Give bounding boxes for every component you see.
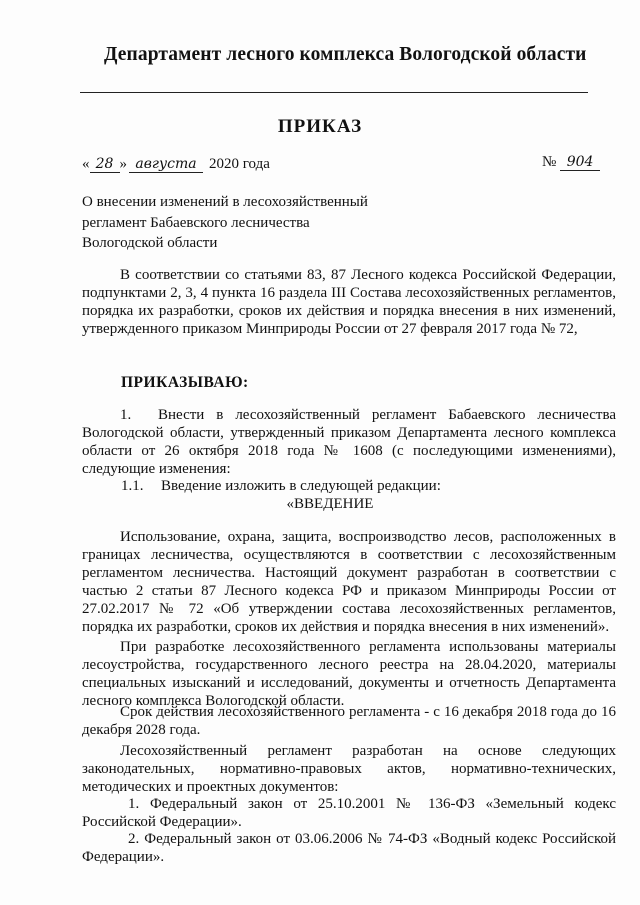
date-quote-open: «	[82, 156, 90, 172]
item-1-1-paragraph	[121, 478, 441, 495]
handwritten-day: 28	[90, 157, 120, 173]
item-1-text: Внести в лесохозяйственный регламент Бабаевского лесничества Вологодской области, утвержденный приказом Департамента лесного комплекса области от 26 октября 2018 года № 1608 (с последующими изменениями), следующие изменения:	[82, 407, 616, 477]
header-divider	[80, 92, 588, 93]
item-1-number: 1.	[120, 407, 132, 423]
department-name: Департамент лесного комплекса Вологодской области	[104, 44, 587, 65]
subject-line: регламент Бабаевского лесничества	[82, 214, 310, 231]
subject-line: Вологодской области	[82, 235, 218, 251]
intro-paragraph-2: При разработке лесохозяйственного регламента использованы материалы лесоустройства, государственного лесного реестра на 28.04.2020, материалы специальных изысканий и исследований, документы и отчетность Департамента лесного комплекса Вологодской области.	[82, 639, 616, 709]
legal-basis-item-2: 2. Федеральный закон от 03.06.2006 № 74-ФЗ «Водный кодекс Российской Федерации».	[82, 831, 616, 865]
date-year: 2020 года	[209, 156, 270, 172]
order-directive: ПРИКАЗЫВАЮ:	[121, 374, 249, 391]
handwritten-number: 904	[560, 155, 600, 171]
subject-line: О внесении изменений в лесохозяйственный	[82, 194, 368, 210]
preamble-paragraph: В соответствии со статьями 83, 87 Лесного кодекса Российской Федерации, подпунктами 2, 3, 4 пункта 16 раздела III Состава лесохозяйственных регламентов, порядка их разработки, сроков их действия и порядка внесения в них изменений, утвержденного приказом Минприроды России от 27 февраля 2017 года № 72,	[82, 267, 616, 337]
intro-paragraph-1: Использование, охрана, защита, воспроизводство лесов, расположенных в границах лесничества, осуществляются в соответствии с лесохозяйственным регламентом лесничества. Настоящий документ разработан в соответствии с частью 2 статьи 87 Лесного кодекса РФ и приказом Минприроды России от 27.02.2017 № 72 «Об утверждении состава лесохозяйственных регламентов, порядка их разработки, сроков их действия и порядка внесения в них изменений».	[82, 529, 616, 635]
document-subject	[82, 192, 368, 254]
intro-paragraph-3: Срок действия лесохозяйственного регламента - с 16 декабря 2018 года до 16 декабря 2028 года.	[82, 704, 616, 738]
item-1-1-number: 1.1.	[121, 478, 144, 494]
handwritten-month: августа	[129, 157, 203, 173]
date-quote-close: »	[119, 156, 127, 172]
order-date	[82, 156, 270, 173]
item-1-1-text: Введение изложить в следующей редакции:	[161, 478, 441, 494]
legal-basis-item-1: 1. Федеральный закон от 25.10.2001 № 136-ФЗ «Земельный кодекс Российской Федерации».	[82, 796, 616, 830]
item-1-paragraph	[82, 406, 616, 478]
introduction-heading: «ВВЕДЕНИЕ	[286, 496, 374, 512]
order-number	[542, 154, 600, 171]
intro-paragraph-4: Лесохозяйственный регламент разработан на основе следующих законодательных, нормативно-правовых актов, нормативно-технических, методических и проектных документов:	[82, 743, 616, 795]
document-type-title: ПРИКАЗ	[277, 116, 363, 137]
number-label: №	[542, 154, 557, 170]
